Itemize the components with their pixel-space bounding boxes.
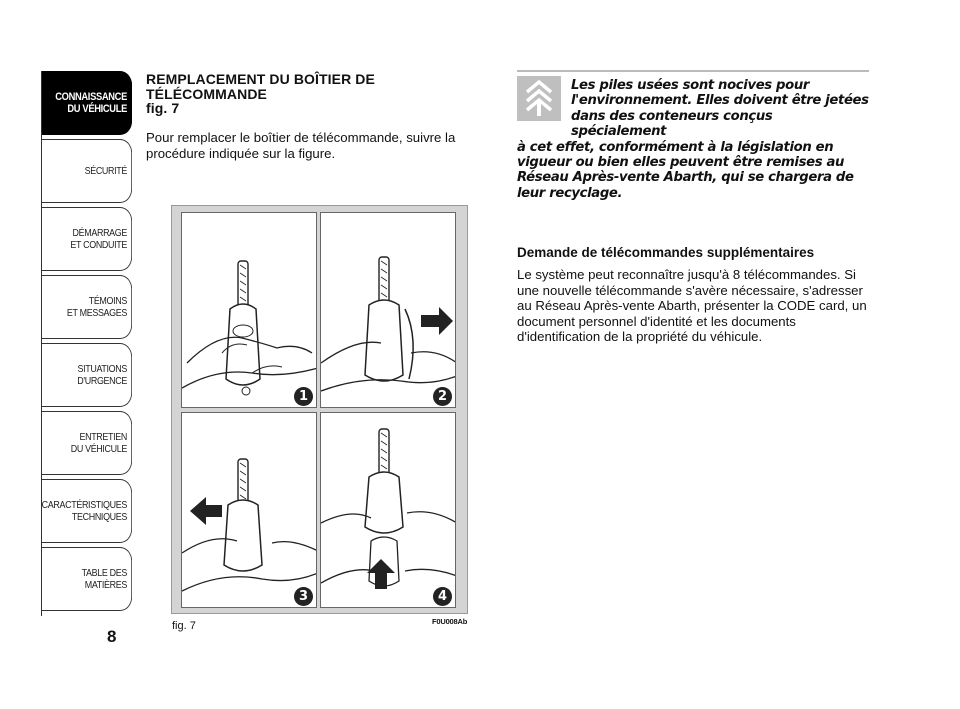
figure-code: F0U008Ab [432,617,468,626]
section-title-line1: REMPLACEMENT DU BOÎTIER DE [146,71,375,87]
section-title [146,72,476,116]
remote-hand-illustration [321,413,456,608]
tab-label-line2: MATIÈRES [84,579,127,591]
tab-securite[interactable] [42,139,132,203]
tab-label-line2: DU VÉHICULE [67,103,127,115]
section-title-figure-ref: fig. 7 [146,100,180,116]
step-number-2: 2 [433,387,452,406]
tab-label-line1: TABLE DES [81,567,127,579]
tab-label-line2: D'URGENCE [77,375,127,387]
figure-panel-step-4 [320,412,456,608]
extra-remotes-title: Demande de télécommandes supplémentaires [517,245,815,260]
battery-disposal-note [517,78,869,201]
note-line-2: l'environnement. Elles doivent être jetées [571,93,869,109]
tab-label-line2: TECHNIQUES [71,511,127,523]
remote-hand-illustration [321,213,456,408]
tab-temoins-et-messages[interactable] [42,275,132,339]
tab-label-line1: SÉCURITÉ [84,165,127,177]
section-title-line2: TÉLÉCOMMANDE [146,85,267,102]
tab-demarrage-et-conduite[interactable] [42,207,132,271]
tab-label-line2: DU VÉHICULE [70,443,127,455]
tab-label-line1: CONNAISSANCE [55,91,127,103]
figure-panel-step-1 [181,212,317,408]
note-line-3: dans des conteneurs conçus spécialement [571,108,773,140]
step-number-3: 3 [294,587,313,606]
intro-paragraph: Pour remplacer le boîtier de télécommande, suivre la procédure indiquée sur la figure. [146,130,456,161]
tab-caracteristiques-techniques[interactable] [42,479,132,543]
remote-hand-illustration [182,213,317,408]
note-rest: à cet effet, conformément à la législation en vigueur ou bien elles peuvent être remises au Réseau Après-vente Abarth, qui se chargera de leur recyclage. [517,139,854,201]
figure-remote-replacement [171,205,468,614]
tab-label-line1: TÉMOINS [88,295,127,307]
step-number-4: 4 [433,587,452,606]
tab-label-line1: DÉMARRAGE [72,227,127,239]
note-top-rule [517,70,869,72]
figure-panel-step-2 [320,212,456,408]
page-number: 8 [107,627,117,646]
tab-label-line1: SITUATIONS [77,363,127,375]
tab-entretien-du-vehicule[interactable] [42,411,132,475]
figure-panel-step-3 [181,412,317,608]
step-number-1: 1 [294,387,313,406]
extra-remotes-body: Le système peut reconnaître jusqu'à 8 télécommandes. Si une nouvelle télécommande s'avère nécessaire, s'adresser au Réseau Après-vente Abarth, présenter la CODE card, un document personnel d'identité et les documents d'identification de la propriété du véhicule. [517,267,867,345]
tab-label-line1: CARACTÉRISTIQUES [41,499,127,511]
note-line-1: Les piles usées sont nocives pour [571,78,810,93]
figure-caption: fig. 7 [172,620,196,632]
tab-connaissance-du-vehicule[interactable] [42,71,132,135]
tab-situations-d-urgence[interactable] [42,343,132,407]
tab-label-line2: ET CONDUITE [70,239,127,251]
remote-hand-illustration [182,413,317,608]
tab-label-line1: ENTRETIEN [79,431,127,443]
tab-label-line2: ET MESSAGES [66,307,127,319]
tab-table-des-matieres[interactable] [42,547,132,611]
